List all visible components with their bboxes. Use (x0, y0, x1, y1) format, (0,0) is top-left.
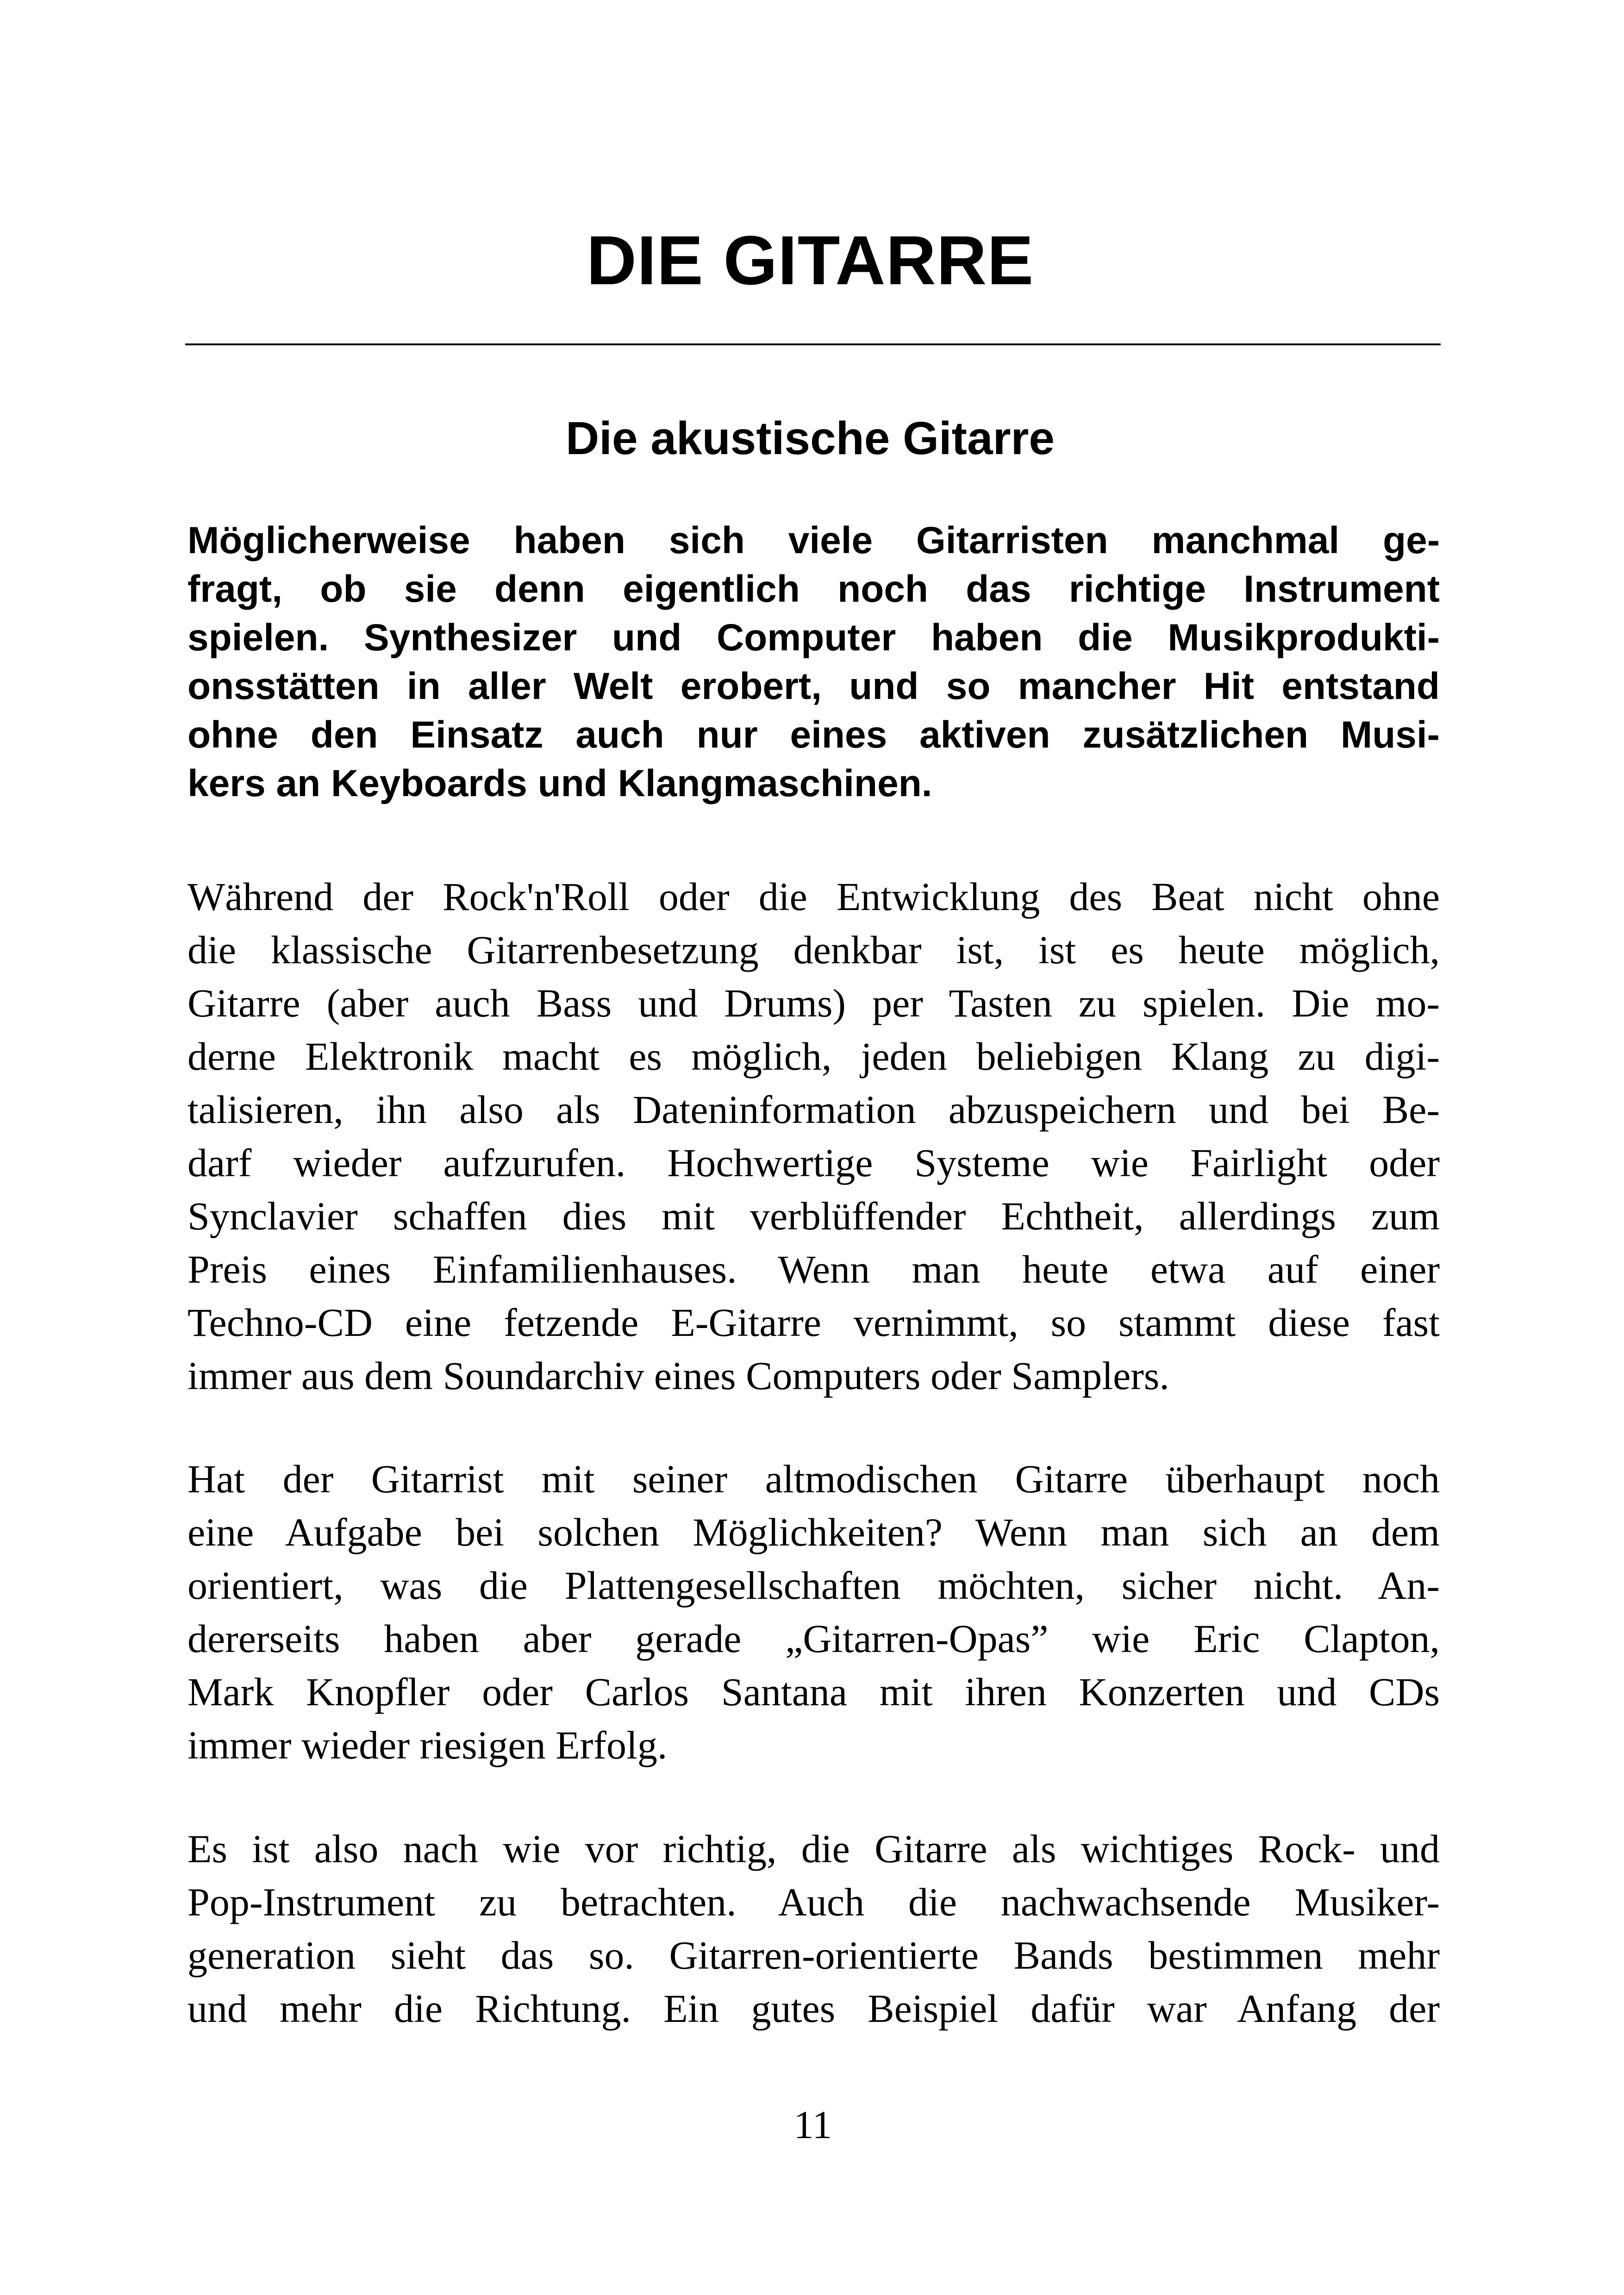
text-line: Es ist also nach wie vor richtig, die Gitarre als wichtiges Rock- und (187, 1827, 1440, 1871)
section-title: Die akustische Gitarre (565, 412, 1055, 464)
lead-paragraph (187, 516, 1440, 808)
text-line: Während der Rock'n'Roll oder die Entwicklung des Beat nicht ohne (187, 874, 1440, 919)
text-line: derne Elektronik macht es möglich, jeden beliebigen Klang zu digi- (187, 1034, 1440, 1079)
text-line: Synclavier schaffen dies mit verblüffender Echtheit, allerdings zum (187, 1194, 1440, 1238)
text-line: darf wieder aufzurufen. Hochwertige Systeme wie Fairlight oder (187, 1141, 1440, 1185)
text-line: die klassische Gitarrenbesetzung denkbar ist, ist es heute möglich, (187, 928, 1440, 972)
lead-line: ohne den Einsatz auch nur eines aktiven zusätzlichen Musi- (187, 714, 1440, 756)
lead-line: spielen. Synthesizer und Computer haben die Musikprodukti- (187, 617, 1440, 659)
lead-line: Möglicherweise haben sich viele Gitarristen manchmal ge- (187, 519, 1440, 561)
text-line: und mehr die Richtung. Ein gutes Beispiel dafür war Anfang der (187, 1986, 1440, 2031)
lead-line: onsstätten in aller Welt erobert, und so mancher Hit entstand (187, 665, 1440, 707)
text-line: Hat der Gitarrist mit seiner altmodischen Gitarre überhaupt noch (187, 1457, 1440, 1501)
title-divider (185, 343, 1441, 345)
text-line: immer wieder riesigen Erfolg. (187, 1723, 668, 1767)
body-paragraph-2 (187, 1453, 1440, 1772)
text-line: Mark Knopfler oder Carlos Santana mit ihren Konzerten und CDs (187, 1670, 1440, 1714)
text-line: generation sieht das so. Gitarren-orientierte Bands bestimmen mehr (187, 1933, 1440, 1977)
text-line: eine Aufgabe bei solchen Möglichkeiten? Wenn man sich an dem (187, 1510, 1440, 1554)
body-paragraph-1 (187, 870, 1440, 1403)
text-line: Pop-Instrument zu betrachten. Auch die nachwachsende Musiker- (187, 1880, 1440, 1924)
body-paragraph-3 (187, 1822, 1440, 2035)
text-line: Preis eines Einfamilienhauses. Wenn man heute etwa auf einer (187, 1247, 1440, 1291)
page-number: 11 (793, 2102, 832, 2147)
lead-line: fragt, ob sie denn eigentlich noch das richtige Instrument (187, 568, 1440, 610)
text-line: Techno-CD eine fetzende E-Gitarre vernimmt, so stammt diese fast (187, 1300, 1440, 1345)
chapter-title: DIE GITARRE (586, 221, 1034, 299)
text-line: talisieren, ihn also als Dateninformation abzuspeichern und bei Be- (187, 1087, 1440, 1132)
text-line: immer aus dem Soundarchiv eines Computers oder Samplers. (187, 1353, 1169, 1398)
lead-line: kers an Keyboards und Klangmaschinen. (187, 762, 932, 804)
text-line: orientiert, was die Plattengesellschaften möchten, sicher nicht. An- (187, 1563, 1440, 1608)
text-line: dererseits haben aber gerade „Gitarren-Opas” wie Eric Clapton, (187, 1616, 1440, 1661)
text-line: Gitarre (aber auch Bass und Drums) per Tasten zu spielen. Die mo- (187, 981, 1440, 1025)
